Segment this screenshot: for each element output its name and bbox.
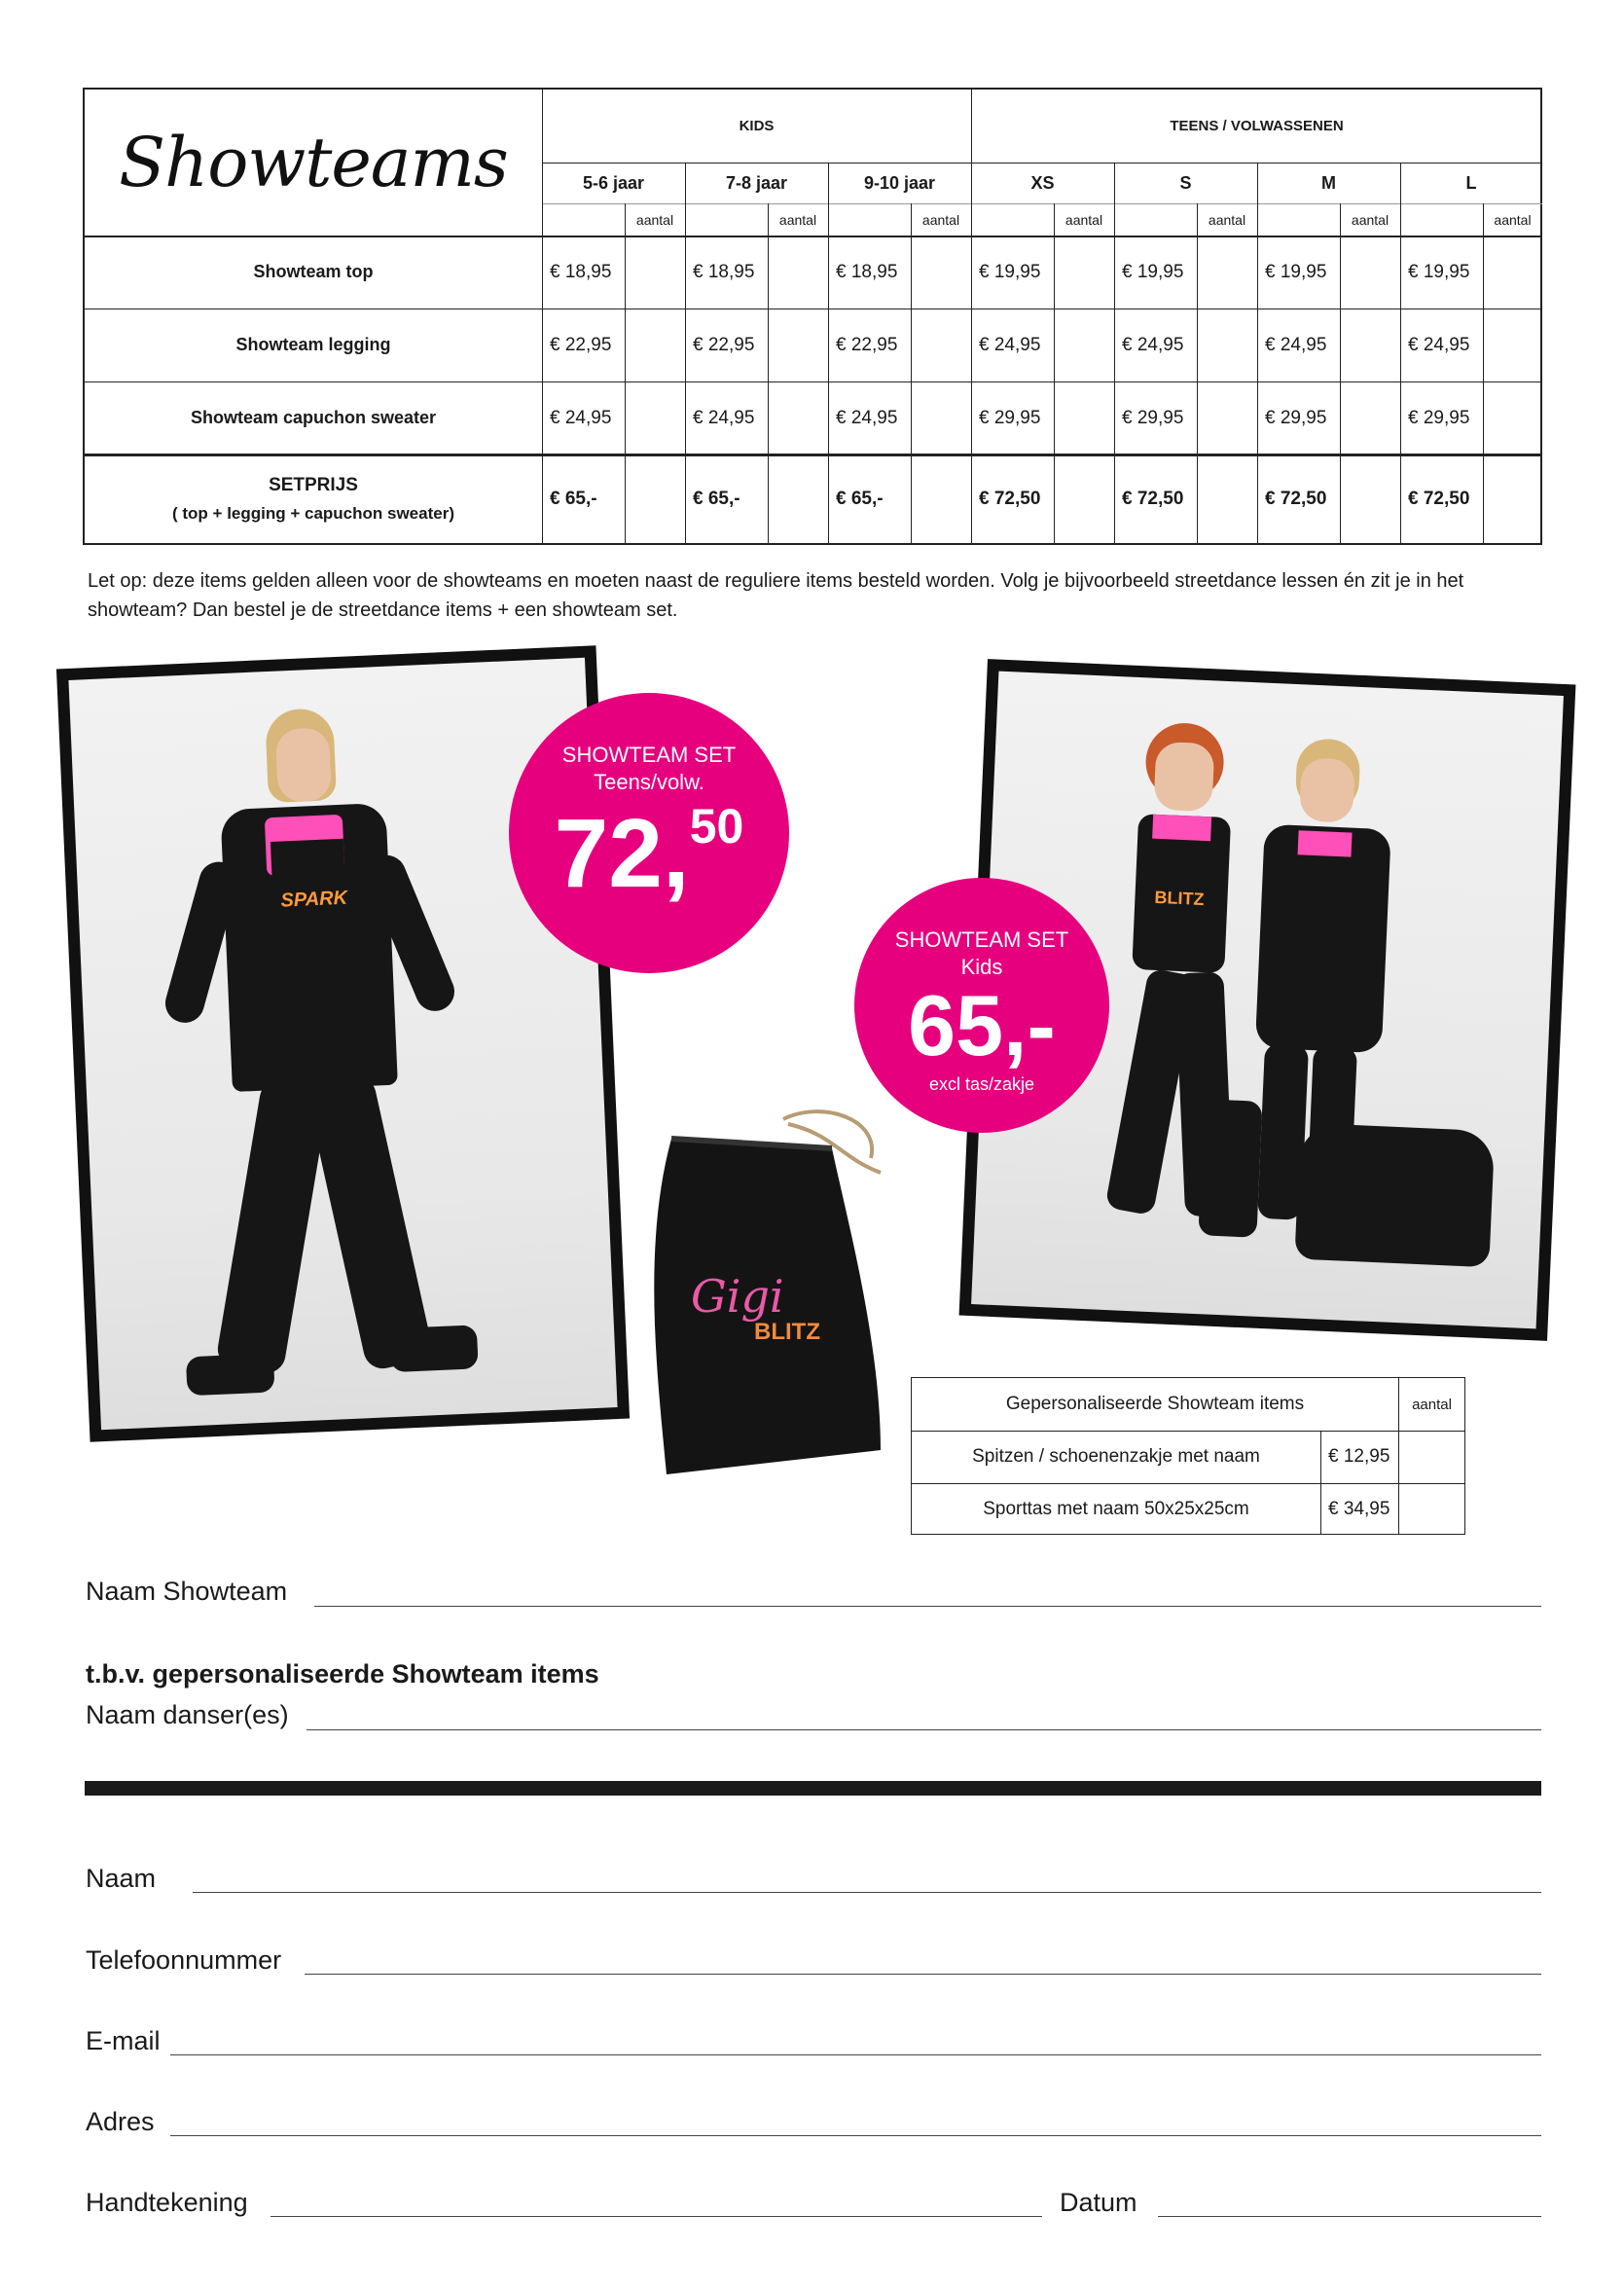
label-telefoonnummer: Telefoonnummer: [86, 1945, 282, 1975]
label-email: E-mail: [86, 2026, 161, 2055]
size-header: M: [1321, 172, 1336, 193]
setprice-price: € 72,50: [1265, 488, 1327, 509]
size-header: 9-10 jaar: [863, 172, 936, 193]
badge-kids-price: 65,-: [908, 977, 1056, 1073]
qty-input[interactable]: [1483, 381, 1542, 454]
product-price: € 24,95: [693, 407, 755, 428]
qty-input[interactable]: [768, 309, 828, 381]
product-price: € 24,95: [1408, 334, 1470, 355]
badge-teens-sub: Teens/volw.: [594, 770, 704, 794]
header-teens: TEENS / VOLWASSENEN: [1170, 118, 1344, 134]
setprice-price: € 65,-: [836, 488, 884, 509]
setprice-price: € 72,50: [1122, 488, 1184, 509]
personal-item-name: Spitzen / schoenenzakje met naam: [972, 1446, 1260, 1467]
setprice-title: SETPRIJS: [269, 474, 358, 495]
product-price: € 29,95: [1265, 407, 1327, 428]
product-price: € 19,95: [1265, 261, 1327, 282]
qty-input[interactable]: [625, 236, 685, 309]
product-price: € 22,95: [693, 334, 755, 355]
qty-header: aantal: [635, 211, 674, 228]
header-kids: KIDS: [739, 118, 775, 134]
product-price: € 24,95: [836, 407, 898, 428]
qty-input[interactable]: [1054, 454, 1114, 543]
qty-input[interactable]: [1340, 381, 1400, 454]
product-name: Showteam top: [253, 262, 374, 281]
product-price: € 22,95: [550, 334, 612, 355]
product-price: € 19,95: [1408, 261, 1470, 282]
setprice-price: € 72,50: [979, 488, 1041, 509]
personal-item-price: € 34,95: [1328, 1498, 1390, 1519]
product-price: € 24,95: [979, 334, 1041, 355]
qty-input[interactable]: [1483, 309, 1542, 381]
qty-input[interactable]: [1483, 454, 1542, 543]
qty-input[interactable]: [1197, 236, 1257, 309]
personal-items-heading: t.b.v. gepersonaliseerde Showteam items: [86, 1659, 599, 1689]
badge-showteam-set-teens: [509, 693, 789, 973]
qty-header: aantal: [1065, 211, 1103, 228]
size-header: XS: [1030, 172, 1055, 193]
qty-header: aantal: [1208, 211, 1246, 228]
qty-input[interactable]: [911, 309, 971, 381]
badge-kids-note: excl tas/zakje: [928, 1074, 1035, 1094]
product-price: € 24,95: [1265, 334, 1327, 355]
drawstring-bag-image: [637, 1100, 890, 1479]
qty-input[interactable]: [911, 236, 971, 309]
showteams-logo: [85, 90, 542, 236]
qty-input[interactable]: [625, 454, 685, 543]
label-naam: Naam: [86, 1864, 157, 1893]
size-header: S: [1179, 172, 1192, 193]
size-header: L: [1465, 172, 1477, 193]
setprice-price: € 65,-: [693, 488, 740, 509]
badge-kids-sub: Kids: [960, 955, 1003, 979]
input-naam-showteam[interactable]: [314, 1606, 1541, 1607]
product-price: € 18,95: [693, 261, 755, 282]
input-email[interactable]: [170, 2054, 1541, 2055]
qty-input[interactable]: [1054, 381, 1114, 454]
setprice-price: € 65,-: [550, 488, 597, 509]
label-adres: Adres: [86, 2107, 155, 2136]
product-price: € 18,95: [550, 261, 612, 282]
qty-input[interactable]: [1340, 236, 1400, 309]
qty-input[interactable]: [1197, 309, 1257, 381]
qty-input[interactable]: [1197, 381, 1257, 454]
personal-qty-header: aantal: [1412, 1396, 1452, 1413]
qty-input[interactable]: [1054, 309, 1114, 381]
qty-header: aantal: [1351, 211, 1389, 228]
product-price: € 18,95: [836, 261, 898, 282]
qty-header: aantal: [1494, 211, 1532, 228]
shirt-print-kids: BLITZ: [1154, 887, 1205, 910]
qty-header: aantal: [778, 211, 817, 228]
qty-input[interactable]: [625, 381, 685, 454]
size-header: 5-6 jaar: [582, 172, 645, 193]
input-handtekening[interactable]: [271, 2216, 1042, 2217]
label-naam-dansers: Naam danser(es): [86, 1700, 289, 1729]
setprice-price: € 72,50: [1408, 488, 1470, 509]
product-name: Showteam legging: [235, 335, 391, 354]
personal-item-price: € 12,95: [1328, 1446, 1390, 1467]
qty-input[interactable]: [911, 454, 971, 543]
qty-input[interactable]: [1340, 454, 1400, 543]
badge-teens-cents: 50: [689, 799, 744, 853]
price-table: [83, 88, 1542, 545]
personalised-items-table: [911, 1377, 1465, 1535]
badge-showteam-set-kids: [854, 878, 1109, 1133]
badge-kids-label: SHOWTEAM SET: [894, 927, 1069, 952]
setprice-sub: ( top + legging + capuchon sweater): [172, 503, 454, 523]
input-telefoonnummer[interactable]: [305, 1974, 1541, 1975]
order-note: Let op: deze items gelden alleen voor de showteams en moeten naast de reguliere items besteld worden. Volg je bijvoorbeeld streetdance lessen én zit je in het showteam? Dan bestel je de streetdance items + een showteam set.: [88, 570, 1464, 621]
product-price: € 29,95: [1122, 407, 1184, 428]
qty-input[interactable]: [768, 381, 828, 454]
product-price: € 29,95: [979, 407, 1041, 428]
qty-input[interactable]: [1197, 454, 1257, 543]
product-price: € 29,95: [1408, 407, 1470, 428]
label-datum: Datum: [1060, 2188, 1137, 2217]
label-naam-showteam: Naam Showteam: [86, 1577, 288, 1606]
shirt-print-teen: SPARK: [280, 887, 348, 912]
qty-input[interactable]: [1340, 309, 1400, 381]
input-adres[interactable]: [170, 2135, 1541, 2136]
section-divider: [85, 1781, 1541, 1796]
logo-text: Showteams: [119, 123, 508, 202]
badge-teens-label: SHOWTEAM SET: [561, 743, 737, 767]
product-price: € 19,95: [1122, 261, 1184, 282]
personal-table-title: Gepersonaliseerde Showteam items: [1005, 1394, 1305, 1414]
badge-teens-price: 72,: [554, 799, 690, 908]
personal-qty-input[interactable]: [1398, 1483, 1465, 1535]
personal-item-name: Sporttas met naam 50x25x25cm: [983, 1498, 1249, 1519]
input-naam-dansers[interactable]: [307, 1729, 1541, 1730]
qty-input[interactable]: [768, 236, 828, 309]
qty-input[interactable]: [625, 309, 685, 381]
qty-input[interactable]: [768, 454, 828, 543]
qty-header: aantal: [921, 211, 960, 228]
product-name: Showteam capuchon sweater: [190, 408, 437, 427]
bag-print-gigi: Gigi: [691, 1270, 784, 1323]
size-header: 7-8 jaar: [725, 172, 788, 193]
input-naam[interactable]: [193, 1892, 1541, 1893]
product-price: € 22,95: [836, 334, 898, 355]
input-datum[interactable]: [1158, 2216, 1541, 2217]
personal-qty-input[interactable]: [1398, 1431, 1465, 1483]
setprice-label: [85, 454, 542, 543]
label-handtekening: Handtekening: [86, 2188, 248, 2217]
qty-input[interactable]: [1054, 236, 1114, 309]
product-price: € 19,95: [979, 261, 1041, 282]
product-price: € 24,95: [1122, 334, 1184, 355]
qty-input[interactable]: [1483, 236, 1542, 309]
bag-print-blitz: BLITZ: [754, 1319, 820, 1345]
product-price: € 24,95: [550, 407, 612, 428]
qty-input[interactable]: [911, 381, 971, 454]
